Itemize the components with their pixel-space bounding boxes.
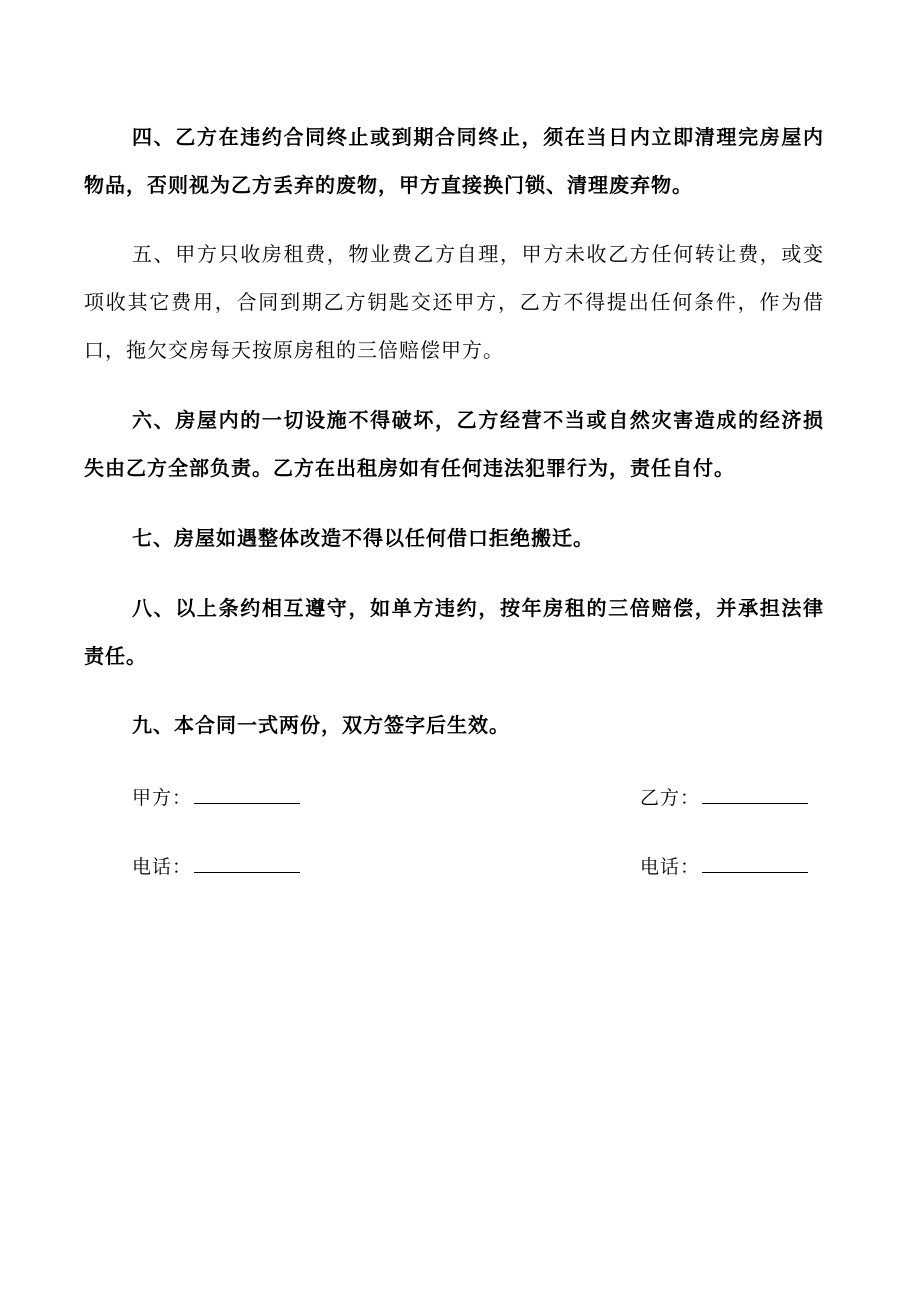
party-b-label: 乙方： <box>640 787 701 809</box>
phone-b-blank-line[interactable] <box>702 852 808 873</box>
phone-a-blank-line[interactable] <box>194 852 300 873</box>
party-a-blank-line[interactable] <box>194 783 300 804</box>
party-b-phone <box>640 852 808 882</box>
clause-8: 八、以上条约相互遵守，如单方违约，按年房租的三倍赔偿，并承担法律责任。 <box>84 596 824 668</box>
clause-9: 九、本合同一式两份，双方签字后生效。 <box>132 713 510 737</box>
clause-7: 七、房屋如遇整体改造不得以任何借口拒绝搬迁。 <box>132 526 594 550</box>
party-a-phone <box>132 852 300 882</box>
party-a-signature <box>132 783 300 813</box>
phone-a-label: 电话： <box>132 856 193 878</box>
party-b-blank-line[interactable] <box>702 783 808 804</box>
party-a-label: 甲方： <box>132 787 193 809</box>
clause-5: 五、甲方只收房租费，物业费乙方自理，甲方未收乙方任何转让费，或变项收其它费用，合同到期乙方钥匙交还甲方，乙方不得提出任何条件，作为借口，拖欠交房每天按原房租的三倍赔偿甲方。 <box>84 242 824 362</box>
party-b-signature <box>640 783 808 813</box>
clause-6: 六、房屋内的一切设施不得破坏，乙方经营不当或自然灾害造成的经济损失由乙方全部负责。乙方在出租房如有任何违法犯罪行为，责任自付。 <box>84 408 824 480</box>
phone-b-label: 电话： <box>640 856 701 878</box>
clause-4: 四、乙方在违约合同终止或到期合同终止，须在当日内立即清理完房屋内物品，否则视为乙方丢弃的废物，甲方直接换门锁、清理废弃物。 <box>84 125 824 197</box>
